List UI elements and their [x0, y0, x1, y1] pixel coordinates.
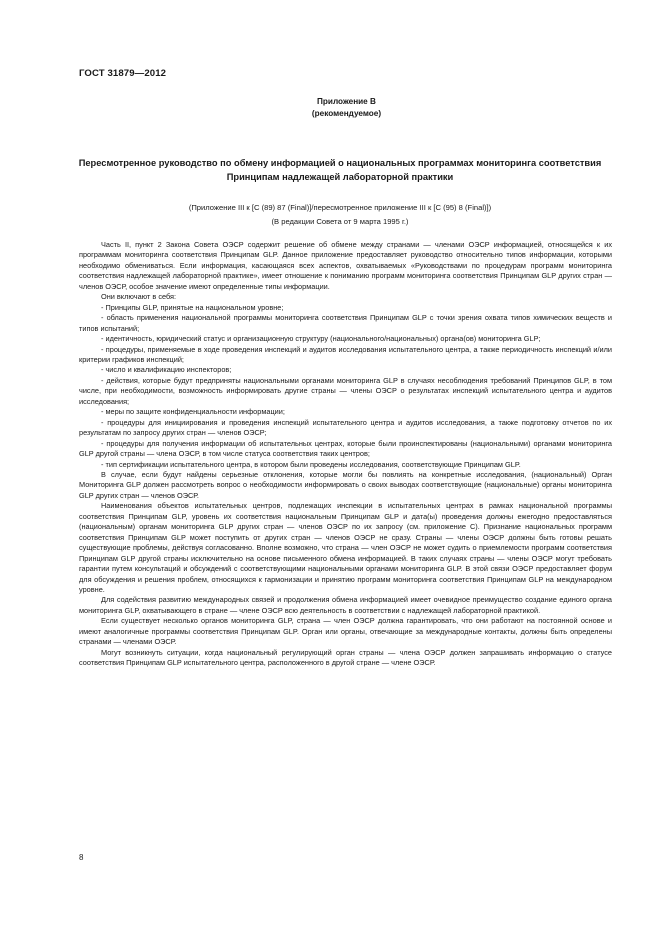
list-item: - процедуры для получения информации об испытательных центрах, которые были проинспектированы (национальными) органами мониторинга GLP другой страны — члена ОЭСР, в том числе статуса соответствия таких центров;: [79, 438, 612, 459]
paragraph: Часть II, пункт 2 Закона Совета ОЭСР содержит решение об обмене между странами — членами ОЭСР информацией, относящейся к их программам мониторинга соответствия Принципам GLP. Данное приложение предоставляет руководство относительно типов информации, которыми необходимо обмениваться. Если информация, касающаяся всех аспектов, охватываемых «Руководствами по процедурам программ мониторинга соответствия надлежащей лабораторной практике», имеет отношение к пониманию программ мониторинга соответствия Принципам GLP других стран — членов ОЭСР, особое значение имеют определенные типы информации.: [79, 240, 612, 291]
standard-header: ГОСТ 31879—2012: [79, 68, 167, 79]
body-text: [79, 240, 612, 669]
list-item: - меры по защите конфиденциальности информации;: [101, 407, 285, 417]
list-item: - действия, которые будут предприняты национальными органами мониторинга GLP в случаях несоблюдения требований Принципов GLP, в том числе, при необходимости, возможность информировать другие страны — члены ОЭСР о результатах инспекций испытательного центра и аудитов исследования;: [79, 375, 612, 406]
list-item: - Принципы GLP, принятые на национальном уровне;: [101, 302, 284, 312]
annex-status: (рекомендуемое): [311, 109, 382, 118]
list-item: - идентичность, юридический статус и организационную структуру (национального/национальных) органа(ов) мониторинга GLP;: [101, 334, 541, 344]
paragraph: Наименования объектов испытательных центров, подлежащих инспекции в испытательных центрах в рамках национальной программы соответствия Принципам GLP, уровень их соответствия национальным Принципам GLP и дата(ы) проведения должны ежегодно предоставляться (национальным) органам мониторинга GLP других стран — членов ОЭСР по их запросу (см. приложение С). Признание национальных программ соответствия Принципам GLP может поступить от других стран — членов ОЭСР не сразу. Страны — члены ОЭСР должны быть готовы решать существующие проблемы, действуя согласованно. Вполне возможно, что страна — член ОЭСР не может судить о приемлемости программ соответствия Принципам GLP другой страны исключительно на основе письменного обмена информацией. В таких случаях страны — члены ОЭСР могут требовать гарантии путем консультаций и обсуждений с соответствующими национальными органами мониторинга GLP. В этой связи ОЭСР предоставляет форум для обсуждения и решения проблем, относящихся к гармонизации и принятию программ мониторинга соответствия Принципам GLP на международном уровне.: [79, 501, 612, 594]
paragraph: Могут возникнуть ситуации, когда национальный регулирующий орган страны — члена ОЭСР должен запрашивать информацию о статусе соответствия Принципам GLP испытательного центра, расположенного в другой стране — члене ОЭСР.: [79, 647, 612, 668]
subtitle-edition: (В редакции Совета от 9 марта 1995 г.): [271, 217, 409, 226]
paragraph: В случае, если будут найдены серьезные отклонения, которые могли бы повлиять на конкретные исследования, (национальный) Орган Мониторинга GLP должен рассмотреть вопрос о необходимости информировать о своих выводах соответствующие (национальные) органы мониторинга GLP других стран — членов ОЭСР.: [79, 469, 612, 500]
paragraph: Если существует несколько органов мониторинга GLP, страна — член ОЭСР должна гарантировать, что они работают на постоянной основе и имеют аналогичные программы соответствия Принципам GLP. Орган или органы, отвечающие за международные контакты, должны быть определены странами — членами ОЭСР.: [79, 616, 612, 647]
page-number: 8: [79, 853, 84, 862]
annex-label: Приложение В: [317, 97, 376, 106]
list-item: - число и квалификацию инспекторов;: [101, 365, 232, 375]
subtitle-reference: (Приложение III к [С (89) 87 (Final)]/пересмотренное приложение III к [С (95) 8 (Final)]): [188, 203, 492, 212]
document-title: Пересмотренное руководство по обмену информацией о национальных программах мониторинга соответствия Принципам надлежащей лабораторной практики: [78, 158, 602, 182]
list-item: - тип сертификации испытательного центра, в котором были проведены исследования, соответствующие Принципам GLP.: [101, 459, 521, 469]
list-item: - процедуры, применяемые в ходе проведения инспекций и аудитов исследования испытательного центра, а также периодичность инспекций и/или критерии графиков инспекций;: [79, 344, 612, 364]
paragraph: Они включают в себя:: [101, 292, 177, 302]
paragraph: Для содействия развитию международных связей и продолжения обмена информацией имеет очевидное преимущество создание единого органа мониторинга GLP, охватывающего в стране — члене ОЭСР всю деятельность в соответствии с надлежащей лабораторной практикой.: [79, 595, 612, 615]
list-item: - процедуры для инициирования и проведения инспекций испытательного центра и аудитов исследования, а также подготовку отчетов по их результатам по запросу других стран — членов ОЭСР;: [79, 417, 612, 438]
list-item: - область применения национальной программы мониторинга соответствия Принципам GLP с точки зрения охвата типов химических веществ и типов испытаний;: [79, 313, 612, 333]
